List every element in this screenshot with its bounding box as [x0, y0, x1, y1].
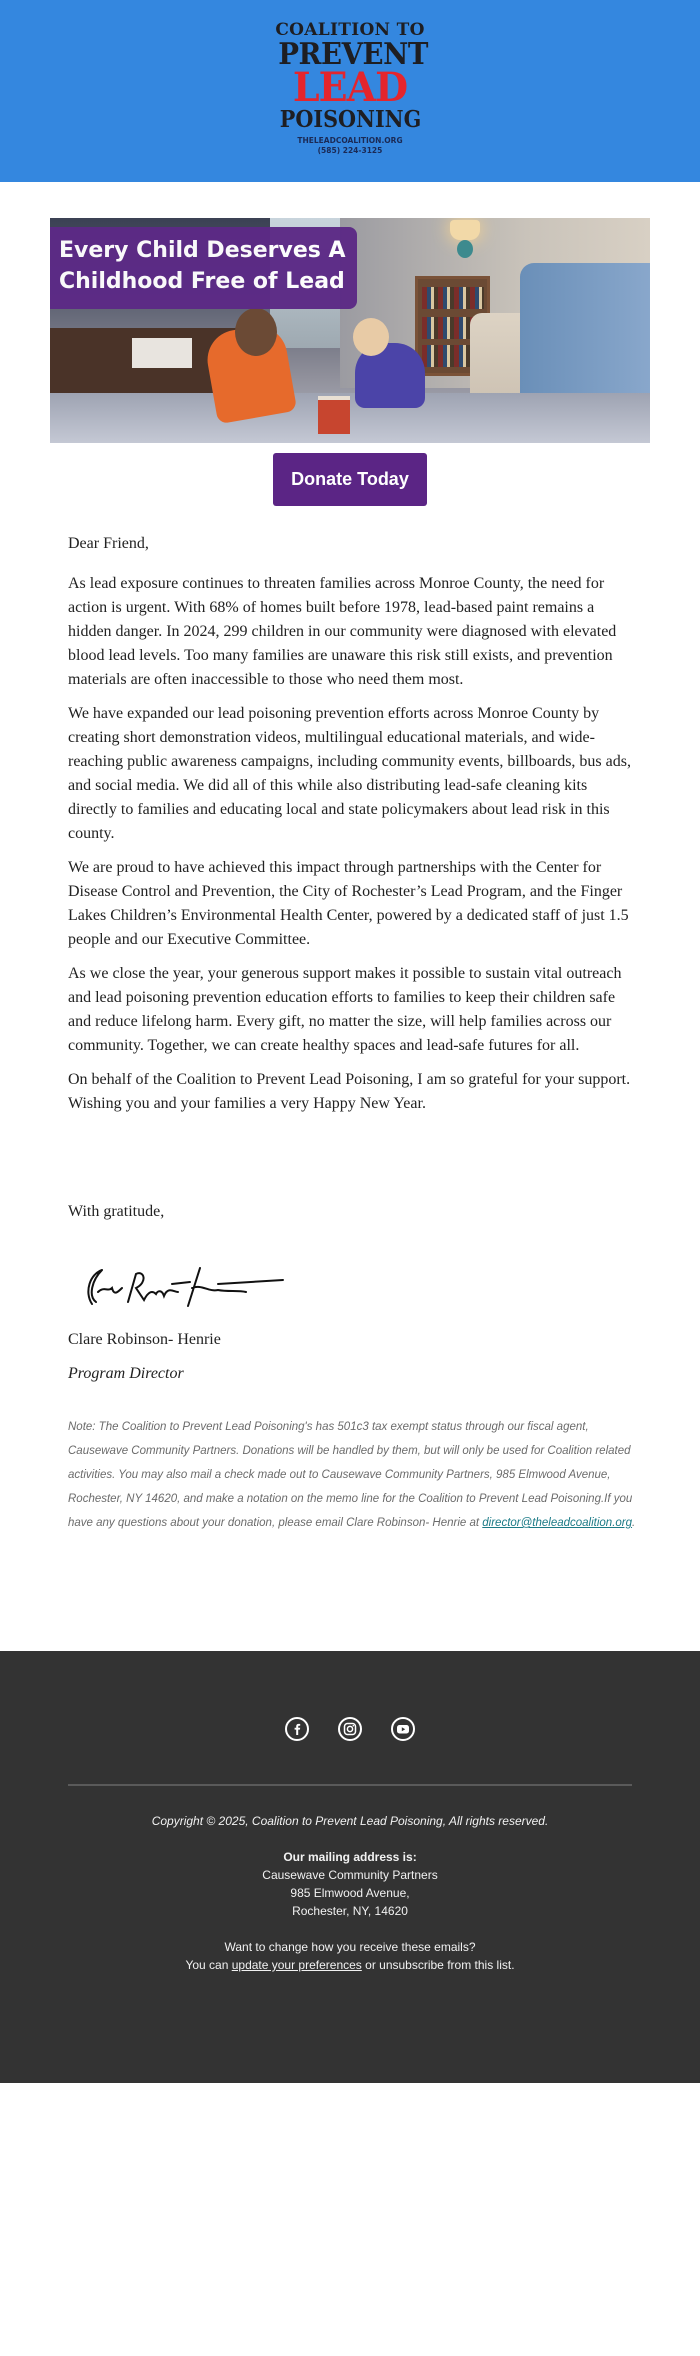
- copyright: Copyright © 2025, Coalition to Prevent Lead Poisoning, All rights reserved.: [151, 1814, 549, 1828]
- hero-headline-line-1: Every Child Deserves A: [59, 238, 346, 263]
- instagram-icon: [343, 1722, 357, 1736]
- shape-sorter-toy: [318, 396, 350, 434]
- coalition-logo[interactable]: [272, 20, 428, 156]
- address-line-1: Causewave Community Partners: [262, 1868, 438, 1882]
- logo-line-3: LEAD: [292, 64, 408, 111]
- child-boy-head: [235, 308, 277, 356]
- address-line-3: Rochester, NY, 14620: [292, 1904, 408, 1918]
- hero-headline-line-2: Childhood Free of Lead: [59, 269, 345, 294]
- preferences-prefix: You can: [185, 1958, 232, 1972]
- preferences-line: [0, 1956, 700, 1974]
- mailing-address-label: Our mailing address is:: [283, 1850, 417, 1864]
- lamp-base: [457, 240, 473, 258]
- youtube-link[interactable]: [391, 1717, 415, 1741]
- letter-body: [68, 532, 638, 1126]
- address-line-2: 985 Elmwood Avenue,: [290, 1886, 410, 1900]
- hero-image[interactable]: [50, 218, 650, 443]
- letter-paragraph: As we close the year, your generous support makes it possible to sustain vital outreach and lead poisoning prevention education efforts to families to keep their children safe and reduce lifelong harm. Every gift, no matter the size, will help families across our community. Together, we can create healthy spaces and lead-safe futures for all.: [68, 965, 622, 1054]
- logo-line-1: COALITION TO: [275, 20, 425, 40]
- carpet: [50, 393, 650, 443]
- closing: With gratitude,: [68, 1203, 165, 1220]
- facebook-icon: [290, 1722, 304, 1736]
- donate-button[interactable]: Donate Today: [273, 453, 427, 506]
- preferences-question: Want to change how you receive these emails?: [224, 1940, 476, 1954]
- letter-paragraph: We have expanded our lead poisoning prevention efforts across Monroe County by creating short demonstration videos, multilingual educational materials, and wide-reaching public awareness campaigns, including community events, billboards, bus ads, and social media. We did all of this while also distributing lead-safe cleaning kits directly to families and educating local and state policymakers about lead risk in this county.: [68, 705, 631, 842]
- logo-line-4: POISONING: [279, 106, 422, 133]
- director-email-link[interactable]: director@theleadcoalition.org: [482, 1517, 633, 1529]
- greeting: Dear Friend,: [68, 535, 149, 552]
- tax-note: [68, 1415, 638, 1535]
- instagram-link[interactable]: [338, 1717, 362, 1741]
- logo-line-2: PREVENT: [278, 37, 428, 72]
- footer: [0, 1651, 700, 2083]
- logo-phone: (585) 224-3125: [317, 146, 383, 155]
- header-banner: [0, 0, 700, 182]
- signer-title: Program Director: [68, 1365, 184, 1382]
- lamp-shade: [450, 220, 480, 240]
- letter-paragraph: We are proud to have achieved this impact through partnerships with the Center for Disease Control and Prevention, the City of Rochester’s Lead Program, and the Finger Lakes Children’s Environmental Health Center, powered by a dedicated staff of just 1.5 people and our Executive Committee.: [68, 859, 629, 948]
- tax-note-text: Note: The Coalition to Prevent Lead Poisoning's has 501c3 tax exempt status through our fiscal agent, Causewave Community Partners. Donations will be handled by them, but will only be used for Coalition related activities. You may also mail a check made out to Causewave Community Partners, 985 Elmwood Avenue, Rochester, NY 14620, and make a notation on the memo line for the Coalition to Prevent Lead Poisoning.If you have any questions about your donation, please email Clare Robinson- Henrie at: [68, 1421, 633, 1529]
- youtube-icon: [396, 1722, 410, 1736]
- signature-image: [78, 1262, 288, 1312]
- facebook-link[interactable]: [285, 1717, 309, 1741]
- footer-divider: [68, 1784, 632, 1786]
- letter-paragraph: As lead exposure continues to threaten families across Monroe County, the need for action is urgent. With 68% of homes built before 1978, lead-based paint remains a hidden danger. In 2024, 299 children in our community were diagnosed with elevated blood lead levels. Too many families are unaware this risk still exists, and prevention materials are often inaccessible to those who need them most.: [68, 575, 617, 688]
- signer-name: Clare Robinson- Henrie: [68, 1331, 221, 1348]
- letter-paragraph: On behalf of the Coalition to Prevent Lead Poisoning, I am so grateful for your support. Wishing you and your families a very Happy New Year.: [68, 1071, 631, 1112]
- tax-note-period: .: [632, 1517, 636, 1529]
- update-preferences-link[interactable]: update your preferences: [231, 1958, 362, 1972]
- unsubscribe-text[interactable]: or unsubscribe from this list.: [361, 1958, 515, 1972]
- hero-headline: [50, 227, 357, 309]
- child-girl-head: [353, 318, 389, 356]
- logo-url: THELEADCOALITION.ORG: [297, 136, 403, 145]
